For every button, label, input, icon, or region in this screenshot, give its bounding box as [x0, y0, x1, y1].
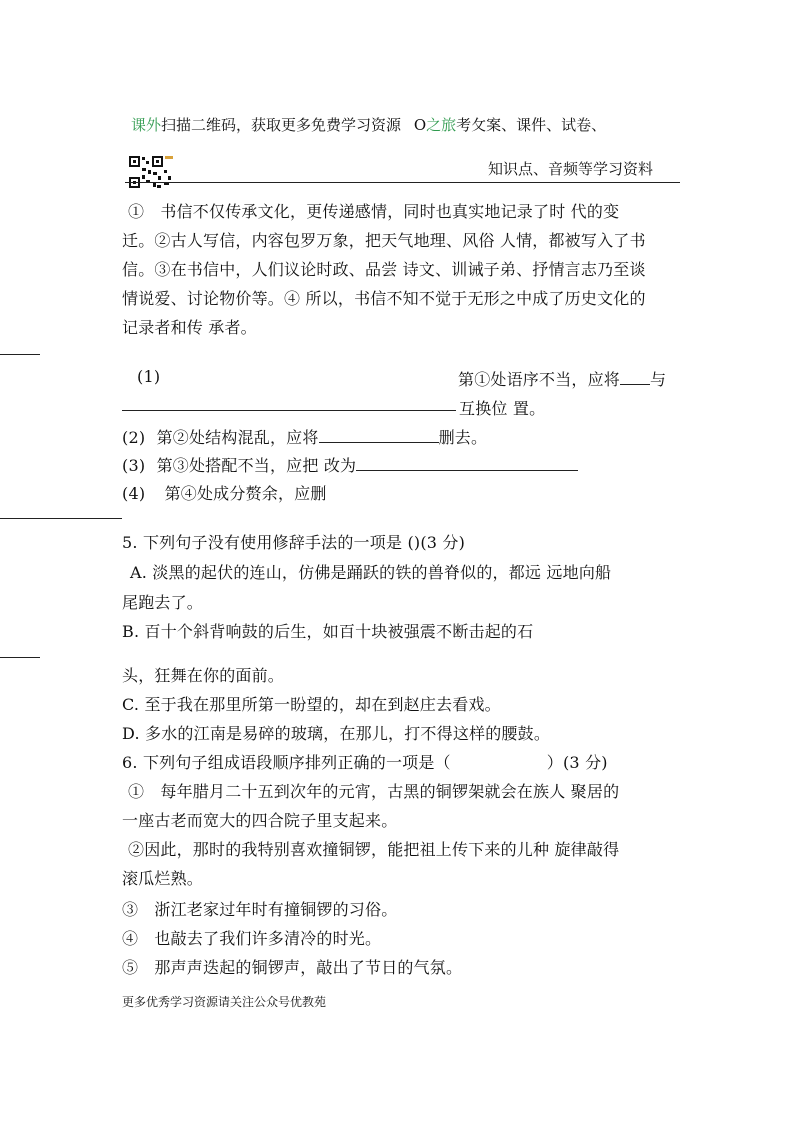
q5-option-d: D. 多水的江南是易碎的玻璃，在那儿，打不得这样的腰鼓。 [122, 724, 551, 743]
q4-item-1-blank-a[interactable] [620, 384, 650, 385]
q6-sentence-2-line-1: ②因此，那时的我特别喜欢撞铜锣，能把祖上传下来的儿种 旋律敲得 [128, 840, 620, 859]
q6-sentence-5: ⑤ 那声声迭起的铜锣声，敲出了节日的气氛。 [122, 958, 463, 977]
q5-option-c: C. 至于我在那里所第一盼望的，却在到赵庄去看戏。 [122, 695, 501, 714]
q4-item-2: (2) 第②处结构混乱，应将 删去。 [122, 428, 488, 447]
q4-item-2-blank[interactable] [319, 442, 439, 443]
passage-line-2: 迁。②古人写信，内容包罗万象，把天气地理、风俗 人情，都被写入了书 [122, 231, 646, 250]
q5-option-a-line-1: A. 淡黑的起伏的连山，仿佛是踊跃的铁的兽脊似的，都远 远地向船 [130, 563, 612, 582]
q4-item-1-number: (1) [137, 367, 161, 386]
header-suffix: 考攵案、课件、试卷、 [456, 116, 607, 134]
q5-stem: 5. 下列句子没有使用修辞手法的一项是 ()(3 分) [122, 533, 466, 552]
q6-sentence-3: ③ 浙江老家过年时有撞铜锣的习俗。 [122, 900, 398, 919]
q6-sentence-1-line-2: 一座古老而宽大的四合院子里支起来。 [122, 811, 398, 830]
q4-item-1-blank-b[interactable] [122, 394, 456, 411]
passage-line-1: ① 书信不仅传承文化，更传递感情，同时也真实地记录了时 代的变 [128, 202, 620, 221]
passage-line-5: 记录者和传 承者。 [122, 318, 257, 337]
qr-code-icon [128, 154, 174, 190]
q5-option-b-line-2: 头，狂舞在你的面前。 [122, 666, 285, 685]
footer-note: 更多优秀学习资源请关注公众号优教苑 [122, 995, 327, 1009]
header-divider [125, 182, 680, 183]
q4-item-3: (3) 第③处搭配不当，应把 改为 [122, 453, 578, 476]
header-prefix: 课外 [131, 116, 162, 134]
margin-rule-1 [0, 354, 40, 355]
q6-sentence-1-line-1: ① 每年腊月二十五到次年的元宵，古黑的铜锣架就会在族人 聚居的 [128, 782, 620, 801]
header-main: 扫描二维码，获取更多免费学习资源 [161, 116, 402, 134]
q6-sentence-4: ④ 也敲去了我们许多清冷的时光。 [122, 929, 382, 948]
passage-line-3: 信。③在书信中，人们议论时政、品尝 诗文、训诫子弟、抒情言志乃至谈 [122, 260, 646, 279]
q5-option-a-line-2: 尾跑去了。 [122, 593, 204, 612]
margin-rule-3 [0, 657, 40, 658]
header-line-1 [131, 114, 606, 135]
q5-option-b-line-1: B. 百十个斜背响鼓的后生，如百十块被强震不断击起的石 [122, 622, 534, 641]
margin-rule-2 [0, 518, 122, 519]
passage-line-4: 情说爱、讨论物价等。④ 所以，书信不知不觉于无形之中成了历史文化的 [122, 289, 646, 308]
header-line-2: 知识点、音频等学习资料 [488, 160, 654, 178]
header-brand: 之旅 [426, 116, 457, 134]
q6-sentence-2-line-2: 滚瓜烂熟。 [122, 869, 204, 888]
q4-item-1-text: 第①处语序不当，应将 与 [458, 370, 667, 389]
q4-item-4: (4) 第④处成分赘余，应删 [122, 484, 327, 503]
q4-item-3-blank[interactable] [356, 470, 578, 471]
q6-stem: 6. 下列句子组成语段顺序排列正确的一项是（ ）(3 分) [122, 753, 608, 772]
header-o: O [413, 116, 427, 134]
q4-item-1-swap: 互换位 置。 [459, 399, 546, 418]
